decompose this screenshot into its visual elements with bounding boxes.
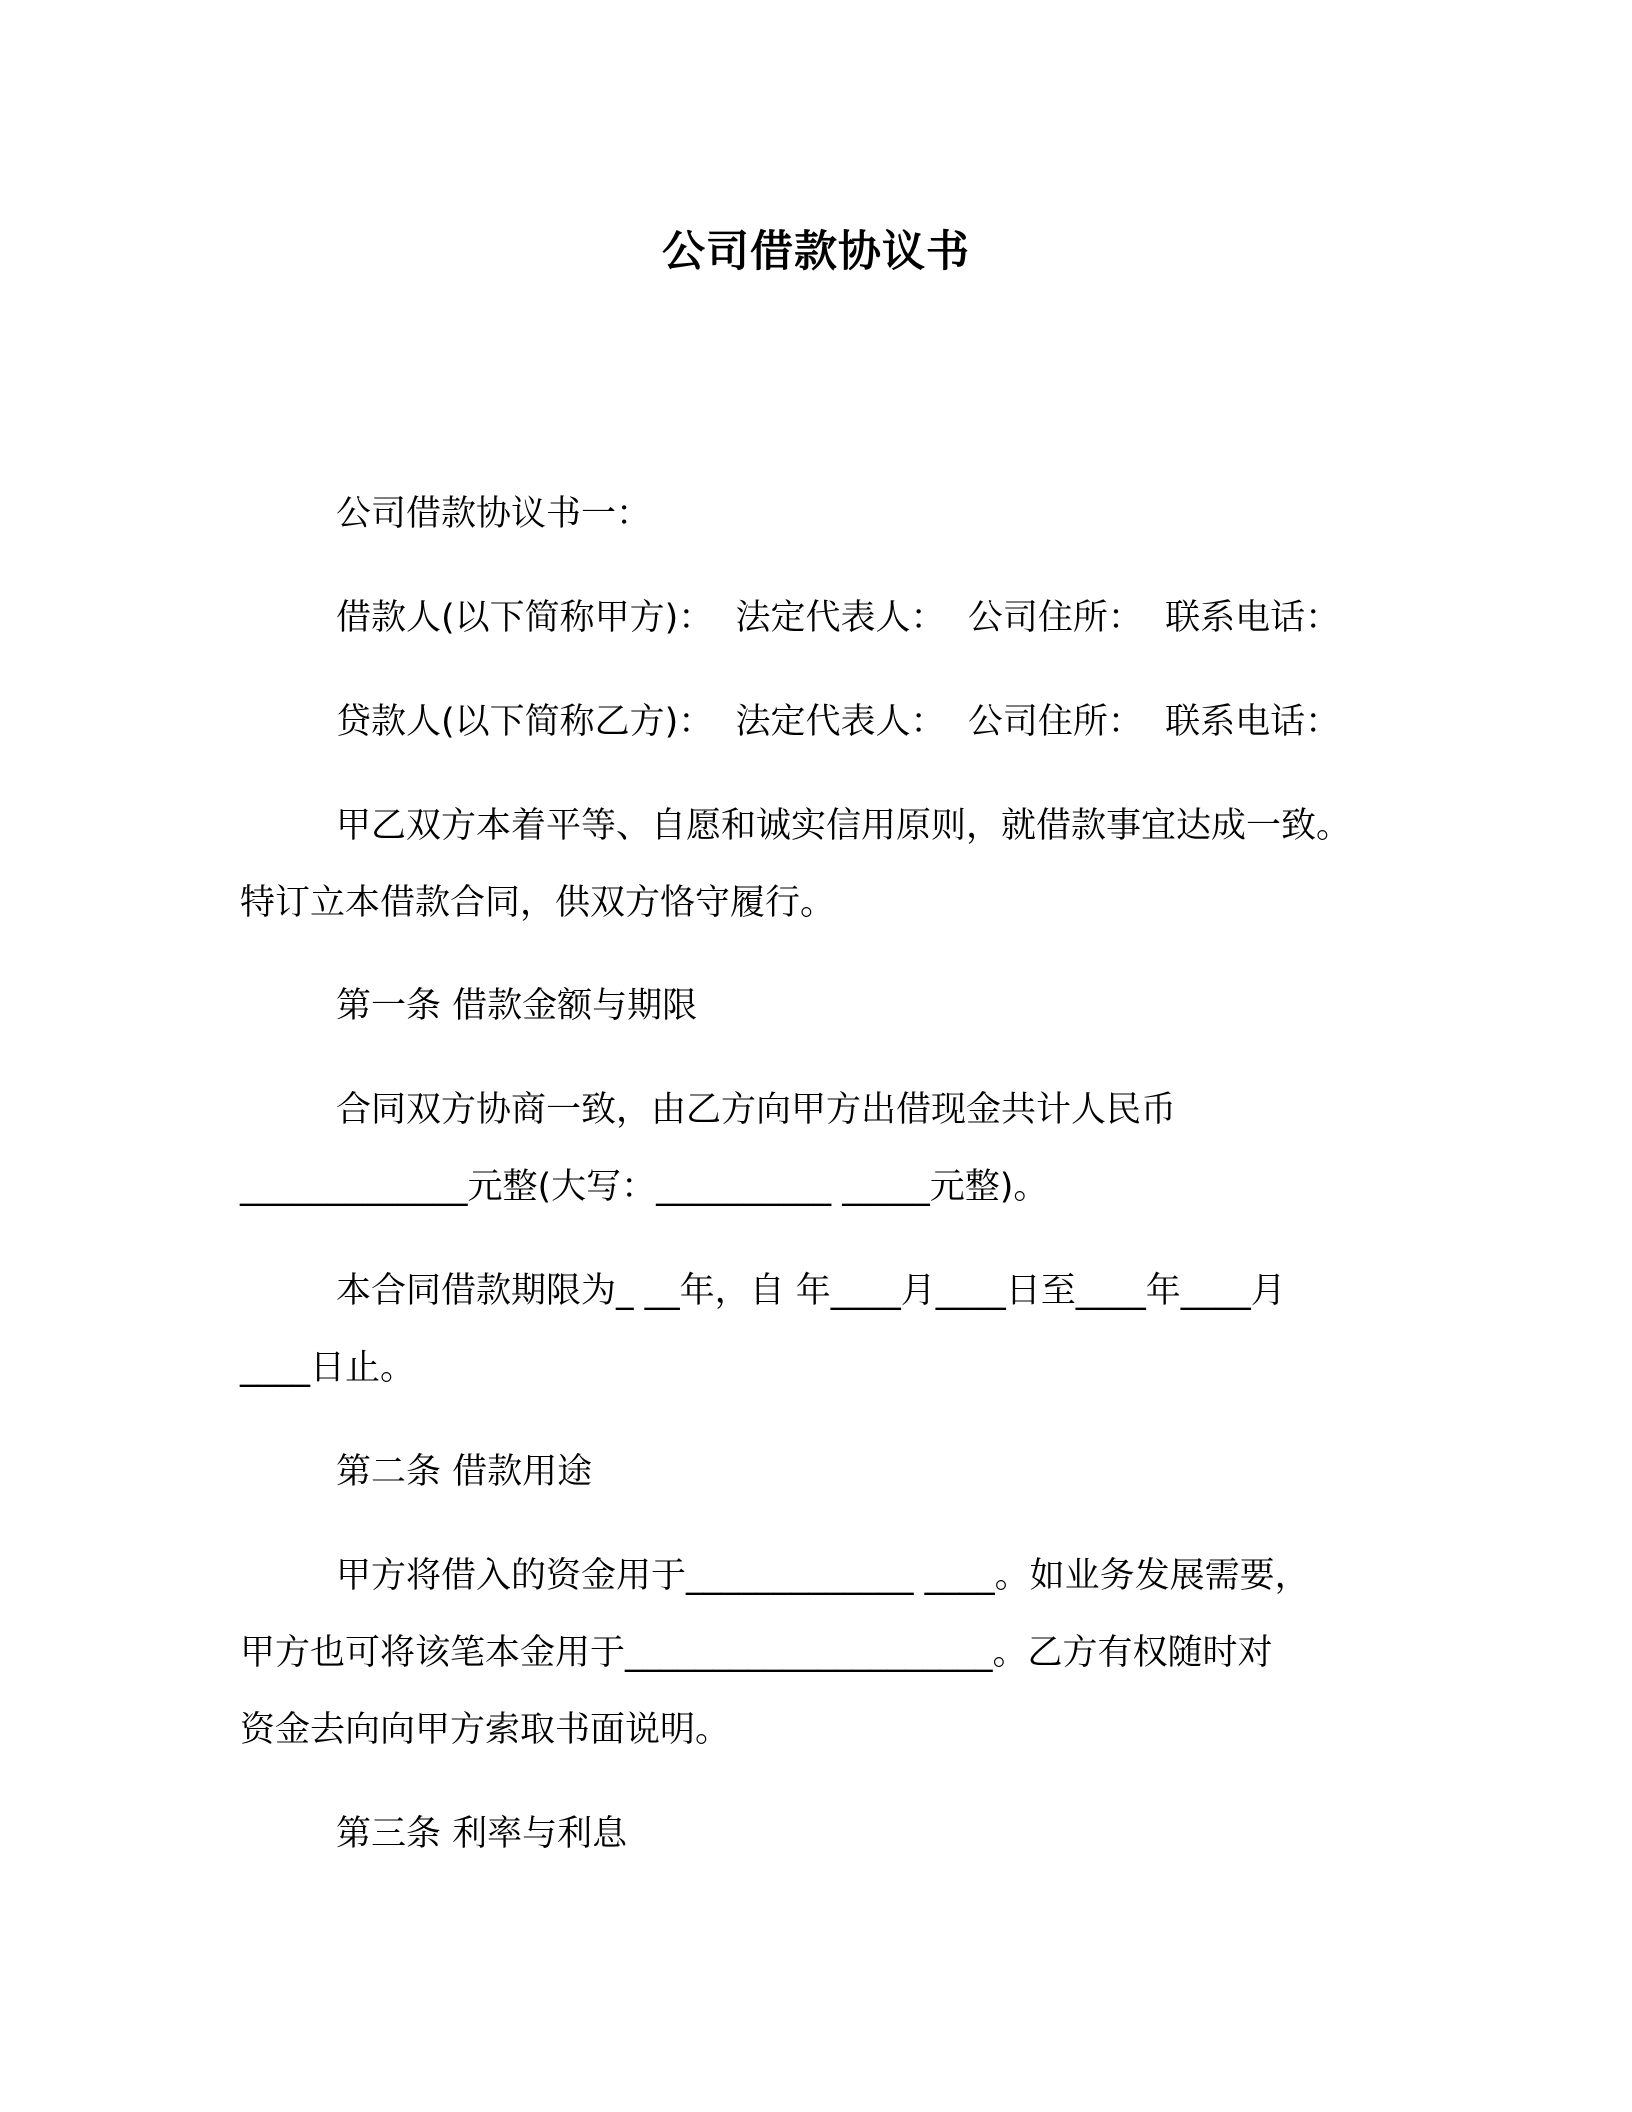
article-1-term-line-1: 本合同借款期限为_ __年，自 年____月____日至____年____月 — [336, 1271, 1286, 1311]
borrower-info-line: 借款人(以下简称甲方)： 法定代表人： 公司住所： 联系电话： — [336, 598, 1341, 638]
article-2-line-3: 资金去向向甲方索取书面说明。 — [240, 1710, 731, 1750]
article-2-line-1: 甲方将借入的资金用于_____________ ____。如业务发展需要， — [336, 1556, 1310, 1596]
document-title: 公司借款协议书 — [662, 227, 970, 277]
section-heading: 公司借款协议书一： — [336, 494, 652, 534]
article-3-heading: 第三条 利率与利息 — [336, 1814, 628, 1854]
article-2-line-2: 甲方也可将该笔本金用于_____________________。乙方有权随时对 — [240, 1633, 1273, 1673]
intro-paragraph-line-1: 甲乙双方本着平等、自愿和诚实信用原则，就借款事宜达成一致。 — [336, 806, 1352, 846]
article-2-heading: 第二条 借款用途 — [336, 1452, 593, 1492]
intro-paragraph-line-2: 特订立本借款合同，供双方恪守履行。 — [240, 883, 836, 923]
article-1-amount-line-1: 合同双方协商一致，由乙方向甲方出借现金共计人民币 — [336, 1090, 1177, 1130]
article-1-amount-line-2: _____________元整(大写：__________ _____元整)。 — [240, 1167, 1049, 1207]
lender-info-line: 贷款人(以下简称乙方)： 法定代表人： 公司住所： 联系电话： — [336, 702, 1341, 742]
article-1-term-line-2: ____日止。 — [240, 1348, 416, 1388]
article-1-heading: 第一条 借款金额与期限 — [336, 986, 698, 1026]
